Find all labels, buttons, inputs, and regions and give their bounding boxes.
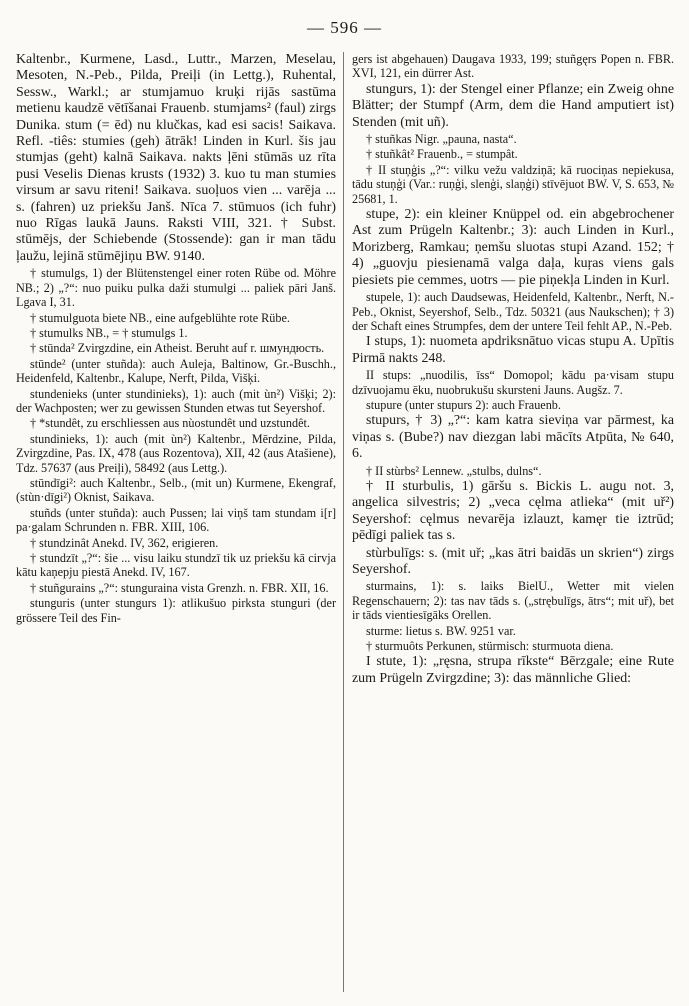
dictionary-entry: I stute, 1): „ręsna, strupa rīkste“ Bērzgale; eine Rute zum Prügeln Zvirgzdine; 3): das männliche Glied: xyxy=(352,654,674,686)
dictionary-entry: sturmains, 1): s. laiks BielU., Wetter mit vielen Regenschauern; 2): tas nav tāds s. („strębulīgs, ātrs“; mit uř), bet ir tāds vientiesīgāks Orellen. xyxy=(352,579,674,623)
column-divider xyxy=(343,52,344,992)
dictionary-entry: stūndīgi²: auch Kaltenbr., Selb., (mit un) Kurmene, Ekengraf, (stùn·dīgi²) Oknist, Saikava. xyxy=(16,475,336,505)
dictionary-entry: † stūnda² Zvirgzdine, ein Atheist. Beruht auf r. шмундюсть. xyxy=(30,341,325,356)
dictionary-entry: stūnde² (unter stuñda): auch Auleja, Baltinow, Gr.-Buschh., Heidenfeld, Kaltenbr., Kalupe, Nerft, Pilda, Višķi. xyxy=(16,356,336,386)
dictionary-entry: † *stundêt, zu erschliessen aus nùostundêt und uzstundêt. xyxy=(30,416,310,431)
dictionary-entry: II stups: „nuodilis, īss“ Domopol; kādu pa·visam stupu dzīvuojamu ēku, nuobrukušu skursteni Jauns. Augšz. 7. xyxy=(352,368,674,397)
dictionary-entry: † II stuņģis „?“: vilku vežu valdziņā; kā ruociņas nepiekusa, tādu stuņģi (Var.: ruņģi, slenģi, slaņģi) stīvējuot BW. V, S. 653, № 25681, 1. xyxy=(352,162,674,206)
dictionary-entry: stuñds (unter stuñda): auch Pussen; lai viņš tam stundam i[r] pa·galam Schrunden n. FBR. XIII, 106. xyxy=(16,505,336,535)
dictionary-entry: stundinieks, 1): auch (mit ùn²) Kaltenbr., Mērdzine, Pilda, Zvirgzdine, Pas. IX, 478 (aus Rozentova), XII, 42 (aus Atašiene), Tdz. 57637 (aus Preiļi), 58492 (aus Lettg.). xyxy=(16,431,336,475)
dictionary-entry: sturme: lietus s. BW. 9251 var. xyxy=(366,623,516,638)
dictionary-entry: † stuñkas Nigr. „pauna, nasta“. xyxy=(366,132,517,147)
dictionary-entry: † stundzinât Anekd. IV, 362, erigieren. xyxy=(30,535,219,550)
dictionary-entry: † II sturbulis, 1) gāršu s. Bickis L. augu not. 3, angelica silvestris; 2) „veca cęlma atlieka“ (mit uř²) Seyershof: cęlmus nevarēja izlauzt, kamęr tie iztrūd; pēdīgi paliek tas s. xyxy=(352,478,674,544)
page-number: — 596 — xyxy=(307,18,382,37)
left-column xyxy=(16,52,336,997)
dictionary-entry: † sturmuôts Perkunen, stürmisch: sturmuota diena. xyxy=(366,639,614,654)
dictionary-entry: stupe, 2): ein kleiner Knüppel od. ein abgebrochener Ast zum Prügeln Kaltenbr.; 3): auch Linden in Kurl., Morizberg, Ramkau; ņemšu sluotas stupi Azand. 152; † 4) „guovju piesienamā valga daļa, kuŗas viens gals piesiets pie cemmes, uotrs — pie piņekļa Linden in Kurl. xyxy=(352,207,674,288)
dictionary-entry: stupurs, † 3) „?“: kam katra sieviņa var pārmest, ka viņas s. (Bube?) nav diezgan labi mācīts Atpūta, № 640, 6. xyxy=(352,413,674,462)
dictionary-entry: † stumulgs, 1) der Blütenstengel einer roten Rübe od. Möhre NB.; 2) „?“: nuo puiku pulka daži stumulgi ... paliek pāri Janš. Lgava I, 31. xyxy=(16,266,336,310)
dictionary-entry: † stundzīt „?“: šie ... visu laiku stundzī tik uz priekšu kā cirvja kātu kaņepju piestā Anekd. IV, 167. xyxy=(16,551,336,580)
dictionary-entry: † stuñgurains „?“: stunguraina vista Grenzh. n. FBR. XII, 16. xyxy=(30,580,329,595)
dictionary-entry: stupure (unter stupurs 2): auch Frauenb. xyxy=(366,397,561,412)
dictionary-entry: stundenieks (unter stundinieks), 1): auch (mit ùn²) Višķi; 2): der Wachposten; wer zu gewissen Stunden etwas tut Seyershof. xyxy=(16,386,336,415)
dictionary-entry: stupele, 1): auch Daudsewas, Heidenfeld, Kaltenbr., Nerft, N.-Peb., Oknist, Seyershof, Selb., Tdz. 50321 (aus Naukschen); † 3) der Schaft eines Strumpfes, dem der untere Teil fehlt AP., N.-Peb. xyxy=(352,290,674,333)
dictionary-entry: † II stùrbs² Lennew. „stulbs, dulns“. xyxy=(366,463,542,478)
dictionary-entry: stungurs, 1): der Stengel einer Pflanze; ein Zweig ohne Blätter; der Stumpf (Arm, dem die Hand amputiert ist) Stenden (mit uñ). xyxy=(352,81,674,130)
right-column xyxy=(352,52,674,997)
dictionary-entry: stunguris (unter stungurs 1): atlikušuo pirksta stunguri (der grössere Teil des Fin- xyxy=(16,596,336,625)
dictionary-entry: I stups, 1): nuometa apdriksnātuo vicas stupu A. Upītis Pirmā nakts 248. xyxy=(352,334,674,366)
dictionary-entry: gers ist abgehauen) Daugava 1933, 199; stuñgęrs Popen n. FBR. XVI, 121, ein dürrer Ast. xyxy=(352,52,674,81)
dictionary-entry: † stumulks NB., = † stumulgs 1. xyxy=(30,325,188,340)
dictionary-entry: stùrbulīgs: s. (mit uř; „kas ātri baidās un skrien“) zirgs Seyershof. xyxy=(352,545,674,577)
dictionary-entry: † stumulguota biete NB., eine aufgeblühte rote Rübe. xyxy=(30,310,290,325)
dictionary-entry: Kaltenbr., Kurmene, Lasd., Luttr., Marzen, Meselau, Mesoten, N.-Peb., Pilda, Preiļi (in Lettg.), Ruhental, Sessw., Warkl.; ar stumjamuo kruķi rijās sastūma metienu kaudzē vētīšanai Frauenb. stumjams² (faul) zirgs Dunika. stum (= ēd) nu klučkas, kad esi sacis! Saikava. Refl. -tiês: stumies (geh) ātrāk! Linden in Kurl. šis jau stumjas (geht) kalnā Saikava. nakts ļēni stūmās uz rīta pusi Veselis Dienas krusts (1932) 3. kuo tu man stumies virsum ar savu riteni! Saikava. suoļuos vien ... varēja ... s. (fahren) uz priekšu Janš. Nīca 7. stūmuos (ich fuhr) nuo Rīgas laukā Jauns. Raksti VIII, 321. † Subst. stūmējs, der Schiebende (Stossende): gan ir man tādu ļaužu, lejinā stūmējiņu BW. 9140. xyxy=(16,52,336,264)
dictionary-entry: † stuñkât² Frauenb., = stumpât. xyxy=(366,147,518,162)
